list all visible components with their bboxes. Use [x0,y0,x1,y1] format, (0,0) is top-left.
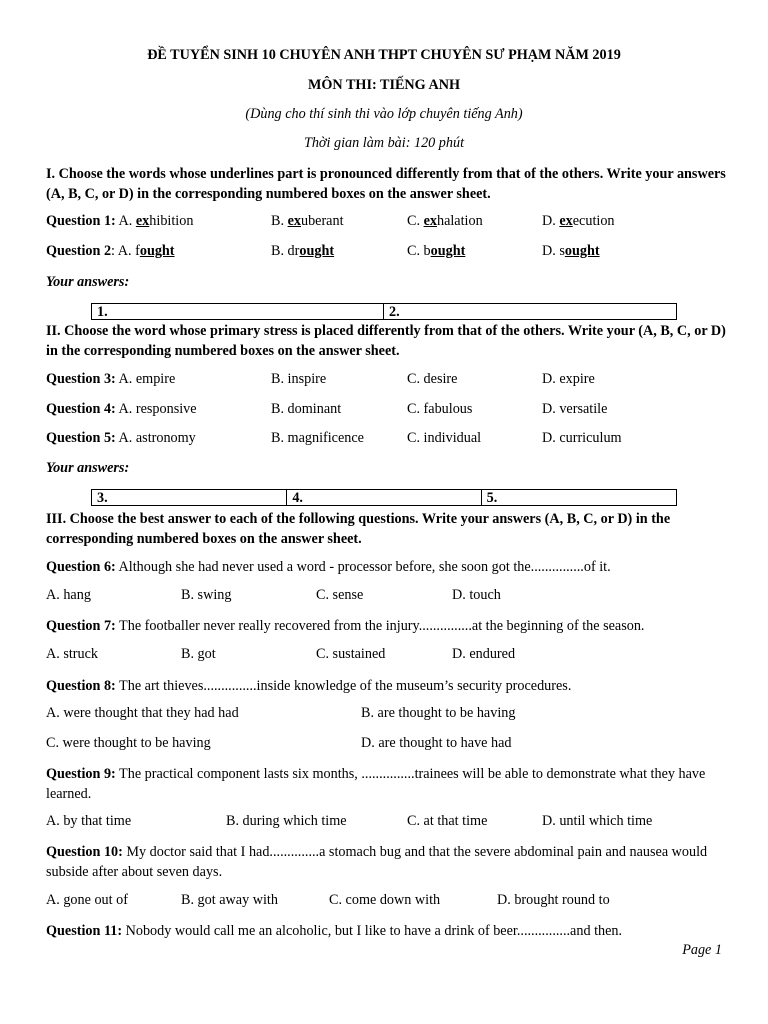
option-a: A. gone out of [46,892,128,908]
question-label: Question 3: [46,371,116,387]
question-label: Question 5: [46,430,116,446]
section-3-instruction: III. Choose the best answer to each of the following questions. Write your answers (A, B, C, or D) in the corresponding numbered boxes on the answer sheet. [46,511,671,547]
option-a: A. struck [46,646,99,662]
question-5: Question 5: A. astronomy B. magnificence C. individual D. curriculum [46,430,622,446]
option-b: B. are thought to be having [361,705,516,721]
question-8-options-row2 [46,735,726,755]
option-c: C. sustained [316,646,386,662]
question-9-text: Question 9: The practical component lasts six months, ...............trainees will be able to demonstrate what they have learned. [46,766,706,802]
option-c: C. individual [407,430,482,446]
option-d: D. expire [542,371,595,387]
question-4: Question 4: A. responsive B. dominant C. fabulous D. versatile [46,401,608,417]
option-b: B. got away with [181,892,278,908]
answer-boxes-2 [91,489,677,506]
option-b: B. dominant [271,401,342,417]
option-c: C. fabulous [407,401,473,417]
question-label: Question 2 [46,243,112,259]
section-2-instruction: II. Choose the word whose primary stress is placed differently from that of the others. Write your (A, B, C, or D) in the corresponding numbered boxes on the answer sheet. [46,323,726,359]
section-1-instruction: I. Choose the words whose underlines part is pronounced differently from that of the others. Write your answers (A, B, C, or D) in the corresponding numbered boxes on the answer sheet. [46,166,726,202]
question-6-options [46,587,726,607]
question-label: Question 6: [46,559,116,575]
answer-box[interactable]: 5. [486,490,498,506]
question-1: Question 1: A. exhibition B. exuberant C. exhalation D. execution [46,213,615,229]
option-c: C. sense [316,587,364,603]
question-label: Question 4: [46,401,116,417]
option-c: C. exhalation [407,213,483,229]
exam-time: Thời gian làm bài: 120 phút [303,135,465,151]
question-10-text: Question 10: My doctor said that I had..............a stomach bug and that the severe abdominal pain and nausea would subside after about seven days. [46,844,708,880]
option-d: D. sought [542,243,600,259]
question-6-text: Question 6: Although she had never used a word - processor before, she soon got the...............of it. [46,559,611,575]
option-b: B. magnificence [271,430,364,446]
question-2: Question 2: A. fought B. drought C. bought D. sought [46,243,600,259]
option-a: A. hang [46,587,91,603]
option-c: C. desire [407,371,458,387]
answer-box[interactable]: 1. [92,304,384,319]
question-label: Question 9: [46,766,116,782]
exam-subject: MÔN THI: TIẾNG ANH [307,77,461,93]
question-7-options [46,646,726,666]
option-c: C. were thought to be having [46,735,211,751]
question-9-options [46,813,726,833]
question-10-options [46,892,726,912]
option-c: C. at that time [407,813,488,829]
page-number: Page 1 [682,942,722,958]
your-answers-label: Your answers: [46,274,130,290]
option-b: B. swing [181,587,232,603]
answer-box[interactable]: 2. [389,304,400,320]
option-b: B. drought [271,243,335,259]
question-7-text: Question 7: The footballer never really recovered from the injury...............at the beginning of the season. [46,618,645,634]
question-8-options-row1 [46,705,726,725]
question-3: Question 3: A. empire B. inspire C. desire D. expire [46,371,595,387]
option-d: D. until which time [542,813,653,829]
question-11-text: Question 11: Nobody would call me an alcoholic, but I like to have a drink of beer...............and then. [46,923,623,939]
question-label: Question 10: [46,844,123,860]
option-a: A. by that time [46,813,132,829]
option-c: C. bought [407,243,466,259]
option-d: D. curriculum [542,430,622,446]
your-answers-label: Your answers: [46,460,130,476]
option-a: A. were thought that they had had [46,705,239,721]
option-d: D. execution [542,213,615,229]
question-8-text: Question 8: The art thieves...............inside knowledge of the museum’s security procedures. [46,678,572,694]
option-d: D. are thought to have had [361,735,512,751]
option-d: D. touch [452,587,501,603]
answer-box[interactable]: 4. [287,490,481,505]
exam-note: (Dùng cho thí sinh thi vào lớp chuyên tiếng Anh) [245,106,523,122]
question-label: Question 11: [46,923,123,939]
option-b: B. during which time [226,813,347,829]
question-label: Question 8: [46,678,116,694]
answer-box[interactable]: 3. [92,490,287,505]
option-b: B. exuberant [271,213,344,229]
option-b: B. got [181,646,216,662]
option-d: D. brought round to [497,892,610,908]
question-label: Question 1: [46,213,116,229]
option-b: B. inspire [271,371,327,387]
option-c: C. come down with [329,892,441,908]
answer-boxes-1 [91,303,677,320]
exam-title: ĐỀ TUYỂN SINH 10 CHUYÊN ANH THPT CHUYÊN SƯ PHẠM NĂM 2019 [147,47,621,63]
option-d: D. endured [452,646,516,662]
question-label: Question 7: [46,618,116,634]
option-d: D. versatile [542,401,608,417]
